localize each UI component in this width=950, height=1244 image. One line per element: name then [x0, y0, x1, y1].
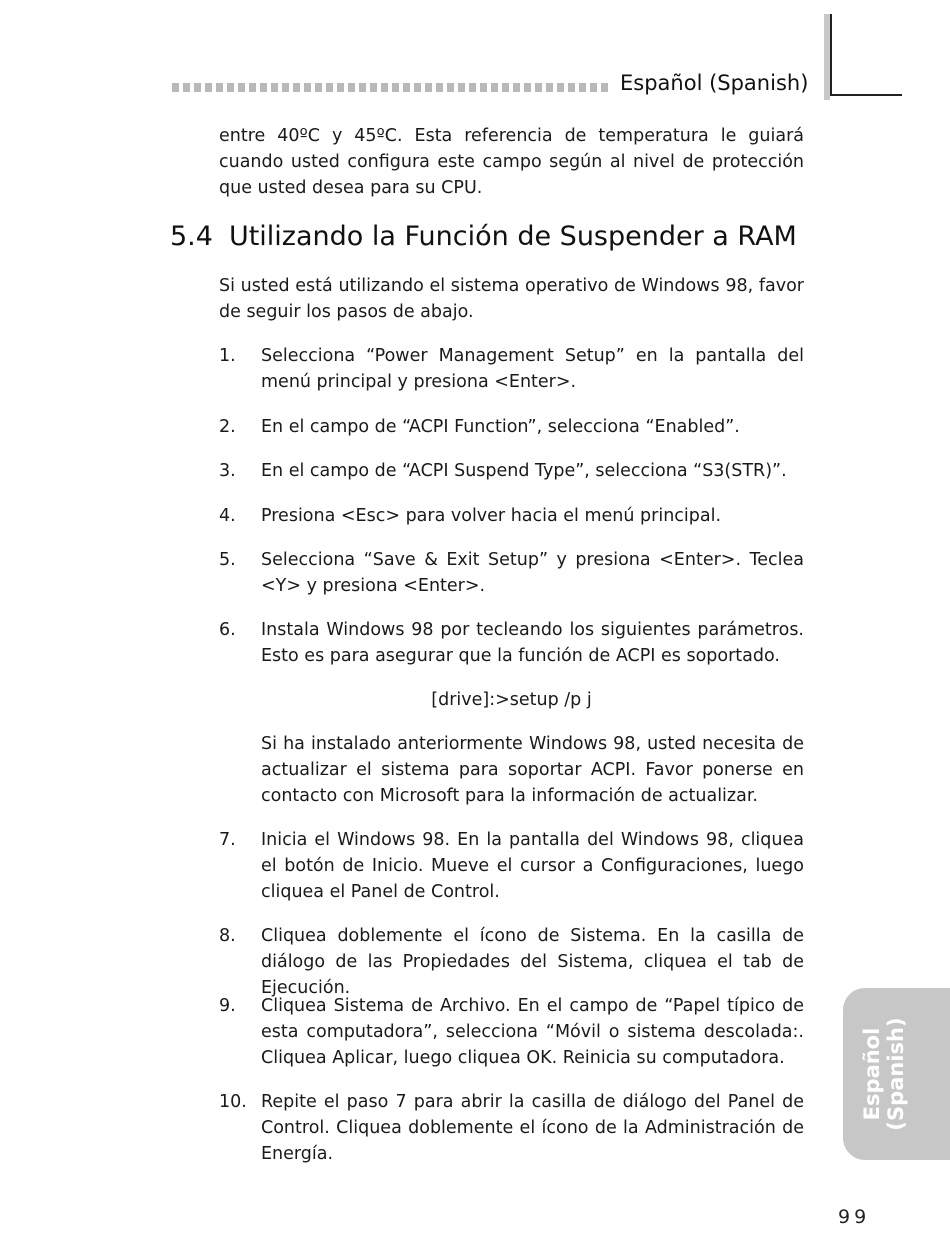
- step-text: Cliquea doblemente el ícono de Sistema. En la casilla de diálogo de las Propiedades del Sistema, cliquea el tab de Ejecución.: [261, 926, 804, 998]
- header-title: Español (Spanish): [620, 71, 809, 95]
- step-number: 3.: [219, 461, 236, 481]
- step-text: En el campo de “ACPI Function”, selecciona “Enabled”.: [261, 417, 740, 437]
- step-note: Si ha instalado anteriormente Windows 98, usted necesita de actualizar el sistema para soportar ACPI. Favor ponerse en contacto con Microsoft para la información de actualizar.: [261, 734, 804, 806]
- step-number: 10.: [219, 1092, 247, 1112]
- section-title: Utilizando la Función de Suspender a RAM: [228, 221, 797, 252]
- setup-command: [drive]:>setup /p j: [431, 690, 592, 710]
- step-number: 2.: [219, 417, 236, 437]
- step-text: Repite el paso 7 para abrir la casilla de diálogo del Panel de Control. Cliquea doblemente el ícono de la Administración de Energía.: [261, 1092, 804, 1164]
- corner-mark-vertical: [830, 14, 832, 96]
- step-text: Selecciona “Power Management Setup” en la pantalla del menú principal y presiona <Enter>.: [261, 346, 804, 392]
- step-number: 8.: [219, 926, 236, 946]
- step-number: 1.: [219, 346, 236, 366]
- step-number: 4.: [219, 506, 236, 526]
- side-tab-line-1: Español: [860, 1027, 884, 1121]
- side-tab-line-2: (Spanish): [884, 1017, 908, 1131]
- page-number: 99: [838, 1206, 871, 1228]
- step-number: 5.: [219, 550, 236, 570]
- step-number: 9.: [219, 996, 236, 1016]
- intro-paragraph: entre 40ºC y 45ºC. Esta referencia de temperatura le guiará cuando usted configura este campo según al nivel de protección que usted desea para su CPU.: [219, 126, 804, 198]
- lead-paragraph: Si usted está utilizando el sistema operativo de Windows 98, favor de seguir los pasos de abajo.: [219, 276, 804, 322]
- step-text: Selecciona “Save & Exit Setup” y presiona <Enter>. Teclea <Y> y presiona <Enter>.: [261, 550, 804, 596]
- step-number: 7.: [219, 830, 236, 850]
- step-text: En el campo de “ACPI Suspend Type”, selecciona “S3(STR)”.: [261, 461, 787, 481]
- step-text: Instala Windows 98 por tecleando los siguientes parámetros. Esto es para asegurar que la función de ACPI es soportado.: [261, 620, 804, 666]
- step-text: Presiona <Esc> para volver hacia el menú principal.: [261, 506, 722, 526]
- step-text: Cliquea Sistema de Archivo. En el campo de “Papel típico de esta computadora”, selecciona “Móvil o sistema descolada:. Cliquea Aplicar, luego cliquea OK. Reinicia su computadora.: [261, 996, 804, 1068]
- section-number: 5.4: [170, 221, 213, 252]
- step-text: Inicia el Windows 98. En la pantalla del Windows 98, cliquea el botón de Inicio. Mueve el cursor a Configuraciones, luego cliquea el Panel de Control.: [261, 830, 804, 902]
- section-heading: [170, 218, 797, 256]
- step-number: 6.: [219, 620, 236, 640]
- language-side-tab-label: [860, 1017, 908, 1130]
- header-dotted-rule: [172, 83, 610, 92]
- corner-mark-horizontal: [830, 94, 902, 96]
